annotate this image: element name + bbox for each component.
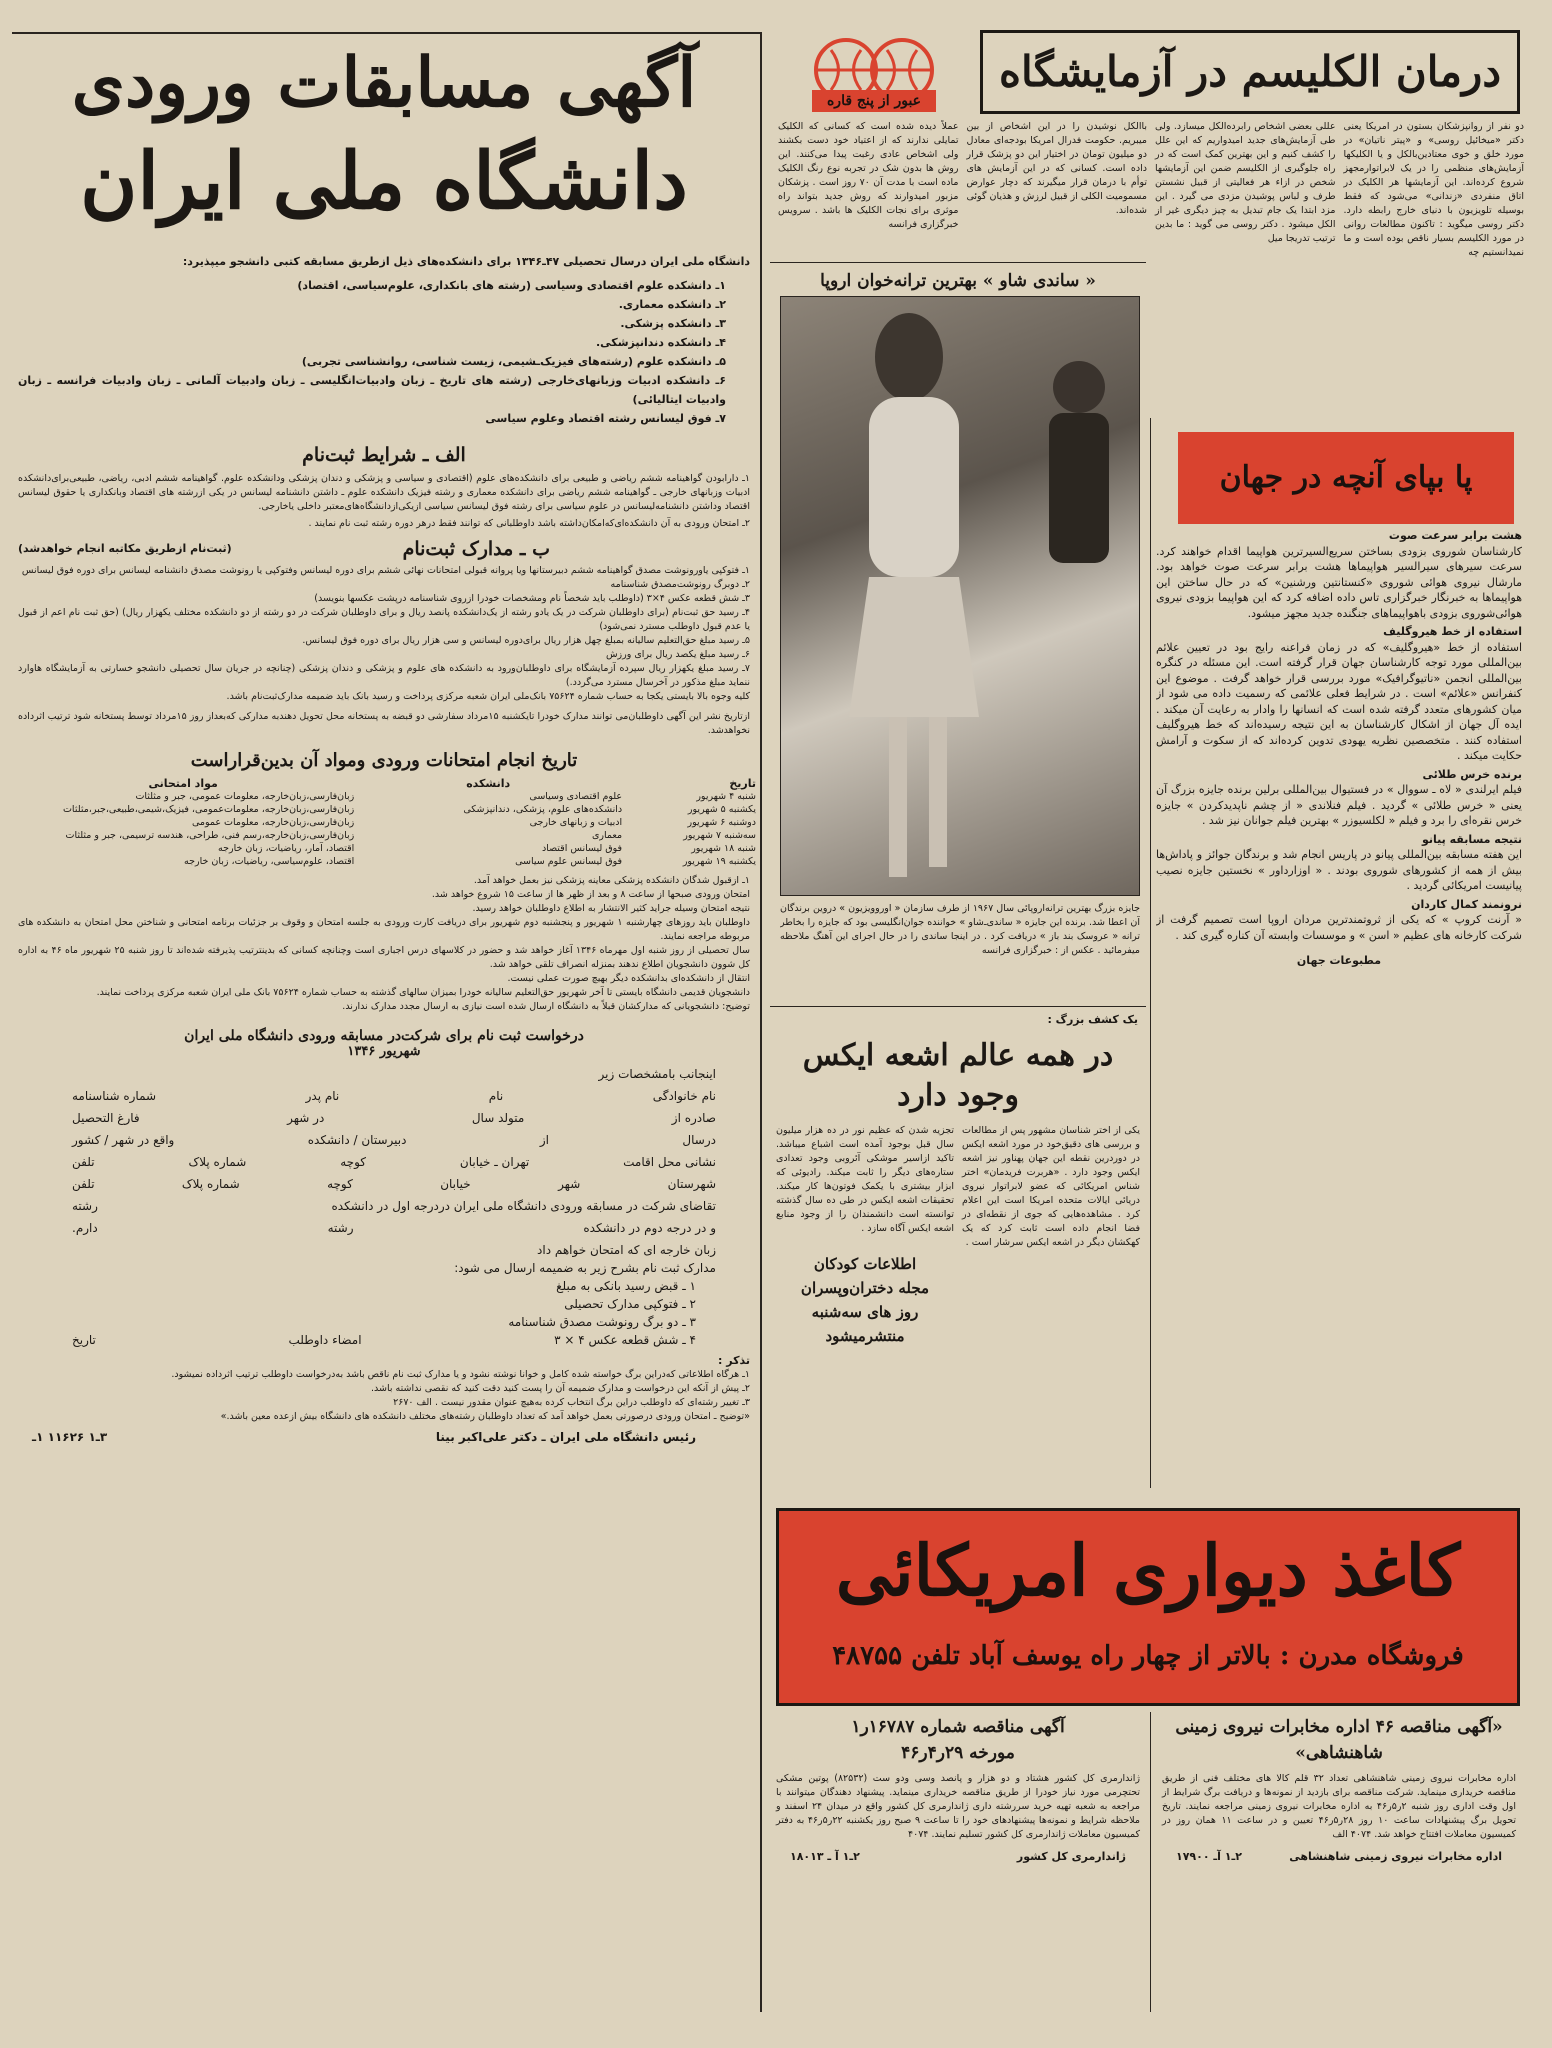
article-column: عللی بعضی اشخاص رابرده‌الکل میسازد. ولی طی آزمایش‌های جدید امیدواریم که این علل را کشف کنیم و این بهترین کمک است که در راه جلوگیری از الکلیسم ضمن این آزمایشها شخص در ازاء هر فعالیتی از قبیل نشستن طرف و لباس پوشیدن مزدی می گیرد . این مزد ابتدا یک جام تبدیل به چیز دیگری غیر از الکل میشود . دکتر روسی می گوید : ما بدین ترتیب تدریجا میل (1155, 121, 1336, 244)
sandie-title: « ساندی شاو » بهترین ترانه‌خوان اروپا (820, 271, 1096, 291)
world-news-title: پا بپای آنچه در جهان (1219, 460, 1473, 495)
form-label: شهرستان (667, 1176, 716, 1191)
tender-signature: اداره مخابرات نیروی زمینی شاهنشاهی (1289, 1850, 1502, 1863)
article-column: عملاً دیده شده است که کسانی که الکلیک تمایلی ندارند که از اعتیاد خود دست بکشند ولی اشخاص عادی رغبت پیدا می‌کنند. این روش ها بدون شک در تجربه نوع رنگ الکلیک ماده است با مدت آن ۷۰ روز است . پزشکان مزبور امیدوارند که روش جدید بتواند راه موثری برای نجات الکلیک ها باشد . سرویس خبرگزاری فرانسه (778, 121, 959, 230)
paragraph: ۳ـ شش قطعه عکس ۴×۳ (داوطلب باید شخصاً نام ومشخصات خودرا ازروی شناسنامه درپشت عکسها بنویسد) (314, 592, 750, 604)
table-row (12, 842, 756, 855)
registration-note: (ثبت‌نام ازطریق مکاتبه انجام خواهدشد) (18, 541, 232, 555)
column-header: مواد امتحانی (148, 776, 218, 790)
form-label: فارغ التحصیل (72, 1110, 140, 1125)
news-source: مطبوعات جهان (1296, 954, 1382, 967)
paragraph: ۱ـ هرگاه اطلاعاتی که‌دراین برگ خواسته شده کامل و خوانا نوشته نشود و یا مدارک ثبت نام ناقص باشد به‌درخواست داوطلب ترتیب اثرداده نمیشود. (171, 1369, 750, 1380)
form-label: نام (488, 1088, 504, 1103)
faculty-item: ۶ـ دانشکده ادبیات وزبانهای‌خارجی (رشته های تاریخ ـ زبان وادبیات‌انگلیسی ـ زبان وادبیات آلمانی ـ زبان وادبیات فرانسه ـ زبان وادبیات ایتالیائی) (18, 373, 726, 406)
table-cell: علوم اقتصادی وسیاسی (529, 790, 623, 802)
tender-title: «آگهی مناقصه ۴۶ اداره مخابرات نیروی زمینی شاهنشاهی» (1175, 1717, 1503, 1763)
tender-gendarmerie (770, 1714, 1146, 2012)
paragraph: ۵ـ رسید مبلغ حق‌التعلیم سالیانه بمبلغ چهل هزار ریال برای‌دوره لیسانس و سی هزار ریال برای دوره فوق لیسانس. (302, 634, 750, 646)
paragraph: امتحان ورودی صبحها از ساعت ۸ و بعد از ظهر ها از ساعت ۱۵ شروع خواهد شد. (431, 888, 750, 900)
form-label: نام خانوادگی (652, 1088, 716, 1103)
form-intro: اینجانب بامشخصات زیر (598, 1066, 716, 1081)
form-label: درسال (682, 1132, 716, 1147)
section-logo (794, 32, 954, 118)
world-news-title-box (1178, 432, 1514, 524)
notice-heading: تذکر : (718, 1353, 750, 1367)
tender-body: اداره مخابرات نیروی زمینی شاهنشاهی تعداد ۳۲ قلم کالا های مختلف فنی از طریق مناقصه خریداری مینماید. شرکت مناقصه برای بازدید از نمونه‌ها و دریافت برگ شرایط از اول وقت اداری روز شنبه ۲ر۵ر۴۶ به اداره مخابرات نیروی زمینی مراجعه نمایند. تاریخ تحویل برگ پیشنهادات ساعت ۱۰ روز ۲۸ر۵ر۴۶ تعیین و در ساعت ۱۱ همان روز در کمیسیون معاملات افتتاح خواهد شد. ۴۰۷۴ الف (1162, 1773, 1517, 1840)
form-row (72, 1087, 716, 1105)
table-cell: زبان‌فارسی،زبان‌خارجه، معلومات‌عمومی، فیزیک،شیمی،طبیعی،جبر،مثلثات (62, 803, 355, 815)
table-cell: زبان‌فارسی،زبان‌خارجه،رسم فنی، طراحی، هندسه ترسیمی، جبر و مثلثات (65, 829, 355, 841)
form-label: زبان خارجه ای که امتحان خواهم داد (537, 1242, 716, 1257)
singer-figure-icon (780, 297, 1139, 896)
form-label: شماره پلاک (188, 1154, 247, 1169)
form-label: و در درجه دوم در دانشکده (583, 1220, 716, 1235)
form-title: درخواست ثبت نام برای شرکت‌در مسابقه ورودی دانشگاه ملی ایران (184, 1027, 584, 1044)
paragraph: ۲ـ پیش از آنکه این درخواست و مدارک ضمیمه آن را پست کنید دقت کنید که نقصی نداشته باشد. (371, 1383, 750, 1394)
wallpaper-subtitle: فروشگاه مدرن : بالاتر از چهار راه یوسف آباد تلفن ۴۸۷۵۵ (832, 1641, 1464, 1671)
paragraph: فیلم ایرلندی « لاه‌ ـ سووال » در فستیوال بین‌المللی برلین برنده جایزه بزرگ آن یعنی « خرس طلائی » گردید . فیلم فنلاندی « از چشم ناپدیدکردن » جایزه خرس نقره‌ای را برد و فیلم « لکلسیوزر » بهترین فیلم جوانان نیز شد . (1156, 783, 1522, 827)
form-label: کوچه (327, 1176, 353, 1191)
paragraph: داوطلبان باید روزهای چهارشنبه ۱ شهریور و پنجشنبه دوم شهریور برای دریافت کارت ورودی به جلسه امتحان و وقوف بر جزئیات برنامه امتحانی و شناختن محل امتحان به دانشکده های مربوطه مراجعه نمایند. (18, 916, 750, 942)
divider (1150, 1712, 1151, 2012)
form-docs (72, 1277, 716, 1349)
form-label: در شهر (287, 1110, 325, 1125)
ad-line: اطلاعات کودکان (813, 1254, 917, 1273)
tender-army-telecom (1156, 1714, 1522, 2012)
article-column: دو نفر از روانپزشکان بستون در امریکا یعنی دکتر «میخائیل روسی» و «پیتر ناتیان» در مورد خلق و خوی معتادین‌بالکل و یا الکلیکها آزمایش‌های منظمی را در یک لابراتوار‌مجهز شروع کرده‌اند. این آزمایشها هر الکلیک در اتاق منفردی «زندانی» می‌شود که فقط بوسیله تلویزیون با دنیای خارج رابطه دارد. دکتر روسی میگوید : تاکنون مطالعات روانی در مورد الکلیسم بسیار ناقص بوده است و ما نمیدانستیم چه (1343, 121, 1524, 258)
alcoholism-title-box (980, 30, 1520, 114)
form-label: واقع در شهر / کشور (72, 1132, 175, 1147)
section-b-text (12, 564, 756, 738)
xray-kicker: یک کشف بزرگ : (1047, 1013, 1138, 1026)
xray-title: در همه عالم اشعه ایکس وجود دارد (802, 1037, 1114, 1113)
table-row (12, 855, 756, 868)
news-heading: نتیجه مسابقه پیانو (1422, 832, 1522, 846)
form-row (72, 1197, 716, 1215)
paragraph: دانشجویان قدیمی دانشگاه بایستی تا آخر شهریور حق‌التعلیم سالیانه خودرا بمیزان سالهای گذشته به حساب شماره ۷۵۶۲۴ بانک ملی ایران شعبه مرکزی پرداخت نمایند. (96, 986, 750, 998)
paragraph: « آرنت کروپ » که یکی از ثروتمندترین مردان اروپا است تصمیم گرفت از شرکت کارخانه های عظیم « اسن » و موسسات وابسته آن کناره گیری کند . (1156, 913, 1522, 942)
paragraph: «توضیح ـ امتحان ورودی درصورتی بعمل خواهد آمد که تعداد داوطلبان رشته‌های مختلف دانشکده های دانشگاه بیش ازعده معین باشد.» (220, 1411, 750, 1422)
notices (12, 1368, 756, 1424)
article-column: تجزیه شدن که عظیم نور در ده هزار میلیون سال قبل بوجود آمده است اشباع میباشد. تاکید ازاسیر موشکی آئروبی وجود تعدادی ستاره‌های دیگر را ثابت میکند. رادیوئی که ابزار بیشتری با یکمک فوتون‌ها کار میکند. تحقیقات اشعه ایکس در طی ده سال گذشته توانسته است دانشمندان را از وجود منابع اشعه ایکس آگاه سازد . (776, 1124, 954, 1234)
form-row (72, 1153, 716, 1171)
ad-subtitle: دانشگاه ملی ایران (80, 136, 688, 227)
ad-line: روز های سه‌شنبه (811, 1302, 919, 1321)
exam-notes (12, 868, 756, 1014)
form-label: نام پدر (305, 1088, 340, 1103)
sandie-photo (780, 296, 1140, 896)
form-label: تقاضای شرکت در مسابقه ورودی دانشگاه ملی ایران دردرجه اول در دانشکده (331, 1198, 716, 1213)
ad-code: ۲ـ۱ آـ ۱۷۹۰۰ (1176, 1850, 1242, 1863)
table-cell: ادبیات و زبانهای خارجی (529, 816, 623, 828)
form-doc-item: ۴ ـ شش قطعه عکس ۴ × ۳ (554, 1332, 696, 1347)
form-date: شهریور ۱۳۴۶ (347, 1043, 421, 1059)
table-row (12, 816, 756, 829)
registration-form (12, 1065, 756, 1349)
sandie-caption: جایزه بزرگ بهترین ترانه‌اروپائی سال ۱۹۶۷ از طرف سازمان « اوروویزیون » دروین برندگان آن اعطا شد. برنده این جایزه « ساندی‌ـ‌شاو » خواننده جوان‌انگلیسی بود که جایزه را بخاطر ترانه « عروسک بند باز » دریافت کرد . در اینجا ساندی را در حال اجرای این آهنگ ملاحظه میفرمائید . عکس از : خبرگزاری فرانسه (780, 903, 1140, 956)
form-label: تلفن (72, 1176, 95, 1191)
paragraph: ۱ـ فتوکپی یاورونوشت مصدق گواهینامه ششم دبیرستانها ویا پروانه قبولی امتحانات نهائی ششم برای دوره لیسانس وفتوکپی یا رونوشت مصدق دانشنامه لیسانس برای دوره فوق لیسانس (21, 564, 750, 576)
top-rule (12, 32, 760, 34)
paragraph: ۱ـ دارابودن گواهینامه ششم ریاضی و طبیعی برای دانشکده‌های علوم (اقتصادی و سیاسی و پزشکی و دندان پزشکی ودانشکده علوم. گواهینامه ششم ادبی، ریاضی، طبیعی‌برای‌دانشکده ادبیات وزبانهای خارجی ـ گواهینامه ششم ریاضی برای دانشکده معماری و رشته فیزیک دانشکده علوم ـ داشتن دانشنامه لیسانس در یکی ازرشته های اقتصاد وبانکداری یا حقوق لیسانس اقتصاد وداشتن دانشنامه‌لیسانس در علوم سیاسی برای رشته فوق لیسانس سیاسی ازیکی‌ازدانشگاه‌های‌معتبر داخلی یاخارجی. (18, 472, 750, 512)
ad-code: ۲ـ۱ آ ـ ۱۸۰۱۳ (790, 1850, 860, 1863)
form-row (72, 1331, 696, 1349)
paragraph: این هفته مسابقه بین‌المللی پیانو در پاریس انجام شد و برندگان جوائز و پاداش‌ها بیش از همه از کشورهای شوروی بودند . « اوزارداور » نخستین جایزه نصیب پیانیست امریکائی گردید . (1156, 848, 1522, 892)
table-cell: شنبه ۱۸ شهریور (691, 842, 756, 854)
form-label: خیابان (440, 1176, 471, 1191)
section-a-heading: الف ـ شرایط ثبت‌نام (302, 443, 466, 466)
table-cell: دانشکده‌های علوم، پزشکی، دندانپزشکی (463, 803, 623, 815)
table-cell: فوق لیسانس اقتصاد (541, 842, 623, 854)
university-ad (12, 36, 756, 2012)
table-header-row (12, 777, 756, 790)
alcoholism-title: درمان الکلیسم در آزمایشگاه (998, 47, 1502, 96)
faculty-item: ۳ـ دانشکده پزشکی. (620, 316, 726, 330)
paragraph: استفاده از خط «هیروگلیف» که در زمان فراعنه رایج بود در تعیین علائم بین‌المللی مورد توجه کارشناسان جهان قرار گرفته است. این مسئله در کنگره بین‌المللی انجمن «ناتیوگرافیک» مورد بررسی قرار خواهد گرفت . موضوع این کنفرانس «علائم» است . در شرایط فعلی علائمی که رسمیت داده می شود از میان کشورهای متعدد گرفته شده است که انسانها را وادار به رعایت آن میکند . ایده آل جهان از اشکال کارشناسان به این نتیجه رسیده‌اند که خط هیروگلیف استفاده کنند . متخصصین نظریه یهودی تدوین کرده‌اند که از سکوت و آرامش حکایت میکند . (1156, 640, 1522, 762)
publish-note: ازتاریخ نشر این آگهی داوطلبان‌می توانند مدارک خودرا تایکشنبه ۱۵مرداد سفارشی دو قبضه به پستخانه محل تحویل دهندبه مدارکی که‌بعداز روز ۱۵مرداد توسط پستخانه شود ترتیب اثرداده نخواهدشد. (18, 710, 751, 736)
world-news-column (1156, 528, 1522, 1484)
column-header: تاریخ (729, 776, 756, 790)
ad-code: ۳ـ۱ ۱۱۶۲۶ ۱ـ (32, 1430, 108, 1444)
article-column: باالکل نوشیدن را در این اشخاص از بین میبریم. حکومت فدرال امریکا بودجه‌ای معادل دو میلیون تومان در اختیار این دو پزشک قرار داده است. کسانی که در این آزمایش های توأم با درمان قرار میگیرند که دچار عوارض مسمومیت الکلی از قبیل لرزش و هذیان گوئی شده‌اند. (966, 121, 1147, 216)
column-divider (760, 32, 762, 2012)
exam-schedule-heading: تاریخ انجام امتحانات ورودی ومواد آن بدین‌قراراست (190, 749, 578, 771)
form-doc-item: ۱ ـ قبض رسید بانکی به مبلغ (556, 1278, 696, 1293)
news-heading: استفاده از خط هیروگلیف (1383, 625, 1522, 638)
article-column: یکی از اختر شناسان مشهور پس از مطالعات و بررسی های دقیق‌خود در مورد اشعه ایکس در دوردرین نقطه این جهان پهناور نیز اشعه ایکس وجود دارد . «هربرت فریدمان» اختر شناس امریکائی که عضو لابراتوار نیروی دریائی ایالات متحده امریکا است این اعلام کرد . مشاهده‌هایی که جوی از نقطه‌ای در فضا انجام داده است ثابت کرد که یک کهکشان دیگر در اشعه ایکس سرشار است . (962, 1124, 1140, 1248)
xray-article (770, 1012, 1146, 1488)
date-label: تاریخ (72, 1332, 96, 1347)
table-cell: اقتصاد، علوم‌سیاسی، ریاضیات، زبان خارجه (184, 855, 355, 867)
ad-intro: دانشگاه ملی ایران درسال تحصیلی ۴۷ـ۱۳۴۶ برای دانشکده‌های ذیل ازطریق مسابقه کتبی دانشجو میپذیرد: (182, 255, 750, 268)
table-row (12, 803, 756, 816)
ad-line: مجله دختران‌وپسران (800, 1278, 930, 1297)
tender-signature: ژاندارمری کل کشور (1016, 1850, 1126, 1863)
faculty-item: ۴ـ دانشکده دندانپزشکی. (595, 335, 726, 349)
column-header: دانشکده (466, 776, 511, 790)
news-heading: هشت برابر سرعت صوت (1388, 529, 1522, 542)
paragraph: ۶ـ رسید مبلغ یکصد ریال برای ورزش (605, 648, 750, 660)
table-cell: زبان‌فارسی،زبان‌خارجه، معلومات عمومی (191, 816, 355, 828)
table-cell: فوق لیسانس علوم سیاسی (515, 855, 623, 867)
paragraph: انتقال از دانشکده‌ای بدانشکده دیگر بهیچ صورت عملی نیست. (507, 972, 750, 984)
paragraph: نتیجه امتحان وسیله جراید کثیر الانتشار به اطلاع داوطلبان خواهد رسید. (472, 902, 750, 914)
table-cell: اقتصاد، آمار، ریاضیات، زبان خارجه (218, 842, 355, 854)
ad-line: منتشرمیشود (825, 1326, 905, 1345)
faculty-list (12, 270, 756, 434)
paragraph: ۲ـ امتحان ورودی به آن دانشکده‌ای‌که‌امکان‌داشته باشد داوطلبانی که توانند فقط درهر دوره رشته ثبت نام نمایند . (308, 517, 750, 529)
news-heading: برنده خرس طلائی (1422, 767, 1522, 781)
faculty-item: ۷ـ فوق لیسانس رشته اقتصاد وعلوم سیاسی (485, 411, 726, 425)
form-label: شهر (558, 1176, 581, 1191)
faculty-item: ۲ـ دانشکده معماری. (618, 297, 726, 311)
form-label: رشته (327, 1220, 354, 1235)
divider (770, 262, 1146, 263)
paragraph: توضیح: دانشجویانی که مدارکشان قبلاً به دانشگاه ارسال شده است نیازی به ارسال مجدد مدارک ندارند. (342, 1000, 750, 1012)
exam-schedule-table (12, 777, 756, 868)
tender-body: ژاندارمری کل کشور هشتاد و دو هزار و پانصد وسی ودو ست (۸۲۵۳۲) پوتین مشکی تحتچرمی مورد نیاز خودرا از طریق مناقصه خریداری مینماید. پیشنهاد دهندگان میتوانند با مراجعه به شعبه تهیه خرید سررشته داری ژاندارمری کل کشور واقع در میدان ۲۴ اسفند و ملاحظه شرایط و نمونه‌ها پیشنهادهای خود را تا ساعت ۹ صبح روز یکشنبه ۲۲ر۵ر۴۶ به دفتر کمیسیون معاملات ژاندارمری کل کشور تسلیم نمایند. ۴۰۷۴ (776, 1773, 1141, 1840)
section-b-heading: ب ـ مدارک ثبت‌نام (402, 537, 550, 560)
form-label: تهران ـ خیابان (459, 1154, 530, 1169)
form-row (72, 1131, 716, 1149)
paragraph: ۴ـ رسید حق ثبت‌نام (برای داوطلبان شرکت در یک یادو رشته از یک‌دانشکده پانصد ریال و برای داوطلبان شرکت در دو رشته از دو دانشکده مختلف یکهزار ریال) (حق ثبت نام اعم از قبول یا عدم قبول داوطلب مسترد نمی‌شود) (18, 606, 750, 632)
table-row (12, 829, 756, 842)
paragraph: ۱ـ ازقبول شدگان دانشکده پزشکی معاینه پزشکی نیز بعمل خواهد آمد. (473, 874, 750, 886)
form-row (72, 1109, 716, 1127)
section-a-text (12, 472, 756, 531)
faculty-item: ۵ـ دانشکده علوم (رشته‌های فیزیک‌ـشیمی، زیست شناسی، روانشناسی تجربی) (301, 354, 726, 368)
news-heading: نرونمند کمال کاردان (1411, 897, 1522, 911)
table-cell: معماری (592, 829, 623, 841)
paragraph: ۲ـ دوبرگ رونوشت‌مصدق شناسنامه (610, 578, 750, 590)
form-label: شماره شناسنامه (72, 1088, 157, 1103)
form-label: شماره پلاک (181, 1176, 240, 1191)
ad-title: آگهی مسابقات ورودی (71, 43, 697, 123)
paragraph: کارشناسان شوروی بزودی بساختن سریع‌السیرترین هواپیما اقدام خواهند کرد. سرعت سیرهای سیرالسیر هواپیماها هشت برابر سرعت صوت خواهد بود. مارشال نیروی هوائی شوروی «کنستانتین ورشنین» که در حال ساختن این هواپیماها به خبرنگار خبرگزاری تاس داده اضافه کرد که این هواپیما بزودی نیروی هوائی‌شوروی بزودی باهواپیماهای جنگنده جدید مجهز میشود. (1156, 544, 1522, 620)
form-label: تلفن (72, 1154, 95, 1169)
tender-title: آگهی مناقصه شماره ۱۶۷۸۷ر۱ (851, 1717, 1065, 1737)
paragraph: ۷ـ رسید مبلغ یکهزار ریال سپرده آزمایشگاه برای داوطلبان‌ورود به دانشکده های علوم و پزشکی و دندان پزشکی (چنانچه در جریان سال تحصیلی دانشجو خسارتی به آزمایشگاه هاوارد ننماید مبلغ مذکور در آخرسال مسترد می‌گردد.) (18, 662, 750, 688)
faculty-item: ۱ـ دانشکده علوم اقتصادی وسیاسی (رشته های بانکداری، علوم‌سیاسی، اقتصاد) (297, 278, 726, 292)
kids-magazine-ad (776, 1252, 954, 1348)
form-doc-item: ۳ ـ دو برگ رونوشت مصدق شناسنامه (508, 1314, 696, 1329)
table-cell: یکشنبه ۵ شهریور (687, 803, 756, 815)
paragraph: ۳ـ تغییر رشته‌ای که داوطلب دراین برگ انتخاب کرده به‌هیچ عنوان مقدور نیست . الف ۲۶۷۰ (393, 1397, 750, 1408)
paragraph: کلیه وجوه بالا بایستی یکجا به حساب شماره ۷۵۶۲۴ بانک‌ملی ایران شعبه مرکزی پرداخت و رسید بانک باید ضمیمه مدارک‌ثبت‌نام باشد. (226, 690, 750, 702)
table-cell: دوشنبه ۶ شهریور (687, 816, 756, 828)
table-row (12, 790, 756, 803)
form-label: نشانی محل اقامت (623, 1154, 716, 1169)
form-label: کوچه (340, 1154, 366, 1169)
wallpaper-title: کاغذ دیواری امریکائی (835, 1529, 1461, 1612)
signature-label: امضاء داوطلب (288, 1332, 362, 1347)
form-label: دارم. (72, 1220, 98, 1235)
divider (1150, 418, 1151, 1488)
form-doc-item: ۲ ـ فتوکپی مدارک تحصیلی (564, 1296, 696, 1311)
form-label: رشته (72, 1198, 98, 1213)
table-cell: یکشنبه ۱۹ شهریور (682, 855, 756, 867)
divider (770, 1006, 1146, 1007)
alcoholism-article (778, 120, 1524, 258)
form-label: از (539, 1132, 549, 1147)
form-label: دبیرستان / دانشکده (307, 1132, 407, 1147)
form-label: مدارک ثبت نام بشرح زیر به ضمیمه ارسال می شود: (454, 1260, 716, 1275)
president-signature: رئیس دانشگاه ملی ایران ـ دکتر علی‌اکبر بینا (435, 1430, 696, 1444)
form-label: صادره از (671, 1110, 716, 1125)
table-cell: شنبه ۴ شهریور (696, 790, 756, 802)
form-row (72, 1219, 716, 1237)
form-row (72, 1175, 716, 1193)
paragraph: سال تحصیلی از روز شنبه اول مهرماه ۱۳۴۶ آغاز خواهد شد و حضور در کلاسهای درس اجباری است وچنانچه کسانی که بدینترتیب پذیرفته شده‌اند تا روز شنبه ۲۵ شهریور ماه ۴۶ به اداره کل شوون دانشجویان اطلاع ندهند بمنزله انصراف تلقی خواهد شد. (18, 944, 750, 970)
logo-text: عبور از پنج قاره (826, 93, 922, 109)
table-cell: زبان‌فارسی،زبان‌خارجه، معلومات عمومی، جبر و مثلثات (135, 790, 355, 802)
form-label: متولد سال (471, 1110, 525, 1125)
wallpaper-ad (776, 1508, 1520, 1706)
tender-date: مورخه ۲۹ر۴ر۴۶ (901, 1743, 1015, 1763)
table-cell: سه‌شنبه ۷ شهریور (683, 829, 756, 841)
